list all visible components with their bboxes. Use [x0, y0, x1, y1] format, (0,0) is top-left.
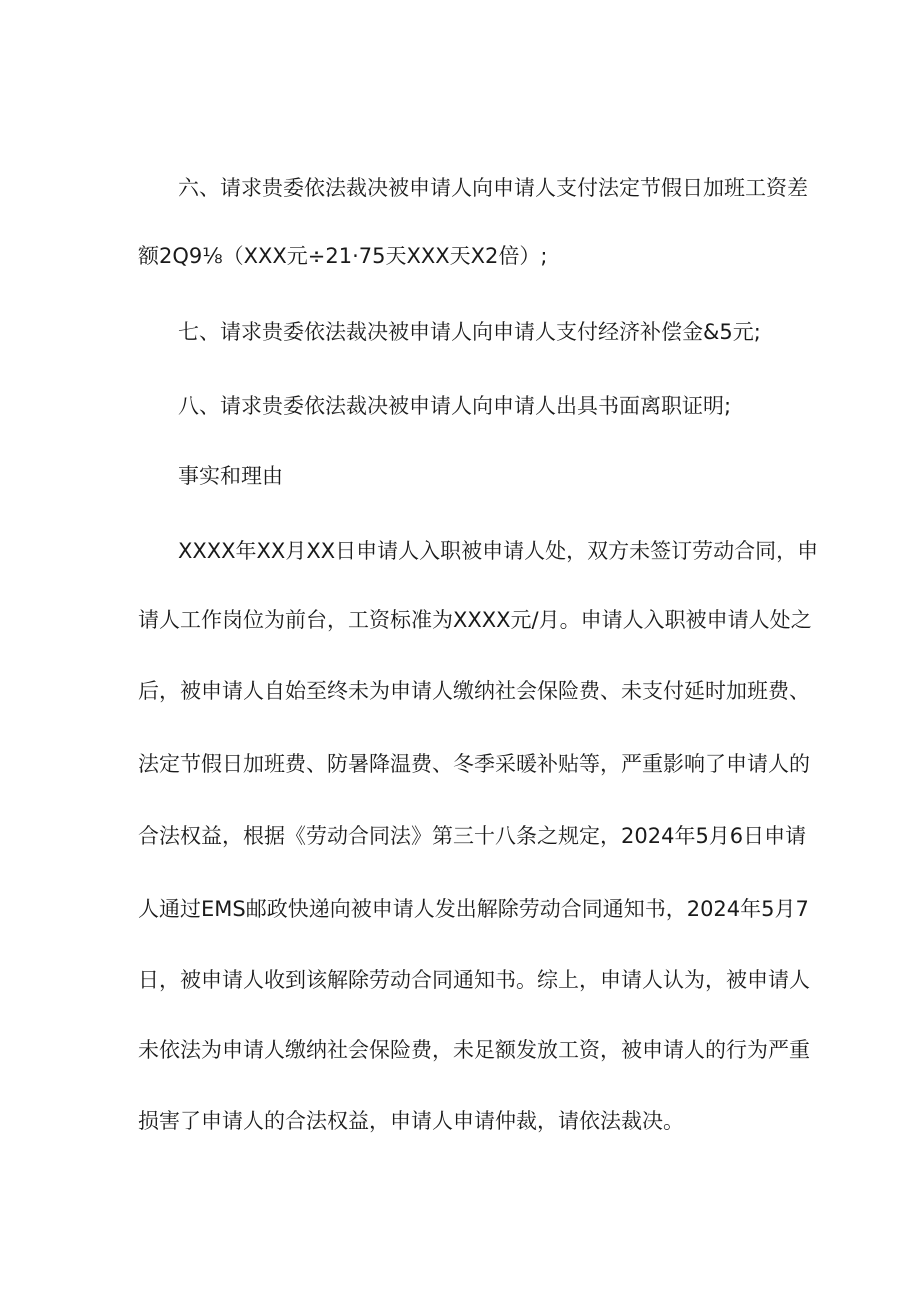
facts-paragraph-line: 人通过EMS邮政快递向被申请人发出解除劳动合同通知书，2024年5月7	[138, 897, 809, 921]
facts-paragraph-line: 请人工作岗位为前台，工资标准为XXXX元/月。申请人入职被申请人处之	[138, 608, 812, 632]
facts-paragraph-line: 法定节假日加班费、防暑降温费、冬季采暖补贴等，严重影响了申请人的	[138, 752, 810, 776]
facts-paragraph-line: 合法权益，根据《劳动合同法》第三十八条之规定，2024年5月6日申请	[138, 824, 807, 848]
facts-paragraph-line: 损害了申请人的合法权益，申请人申请仲裁，请依法裁决。	[138, 1109, 684, 1133]
claim-eight: 八、请求贵委依法裁决被申请人向申请人出具书面离职证明;	[178, 394, 732, 418]
claim-six-line-1: 六、请求贵委依法裁决被申请人向申请人支付法定节假日加班工资差	[178, 176, 808, 200]
facts-paragraph-line: 未依法为申请人缴纳社会保险费，未足额发放工资，被申请人的行为严重	[138, 1038, 810, 1062]
facts-paragraph-line: XXXX年XX月XX日申请人入职被申请人处，双方未签订劳动合同，申	[178, 539, 819, 563]
claim-seven: 七、请求贵委依法裁决被申请人向申请人支付经济补偿金&5元;	[178, 320, 761, 344]
section-heading-facts-and-reasons: 事实和理由	[178, 464, 283, 488]
facts-paragraph-line: 日，被申请人收到该解除劳动合同通知书。综上，申请人认为，被申请人	[138, 968, 810, 992]
claim-six-line-2: 额2Q9⅛（XXX元÷21·75天XXX天X2倍）;	[138, 244, 548, 268]
facts-paragraph-line: 后，被申请人自始至终未为申请人缴纳社会保险费、未支付延时加班费、	[138, 679, 810, 703]
